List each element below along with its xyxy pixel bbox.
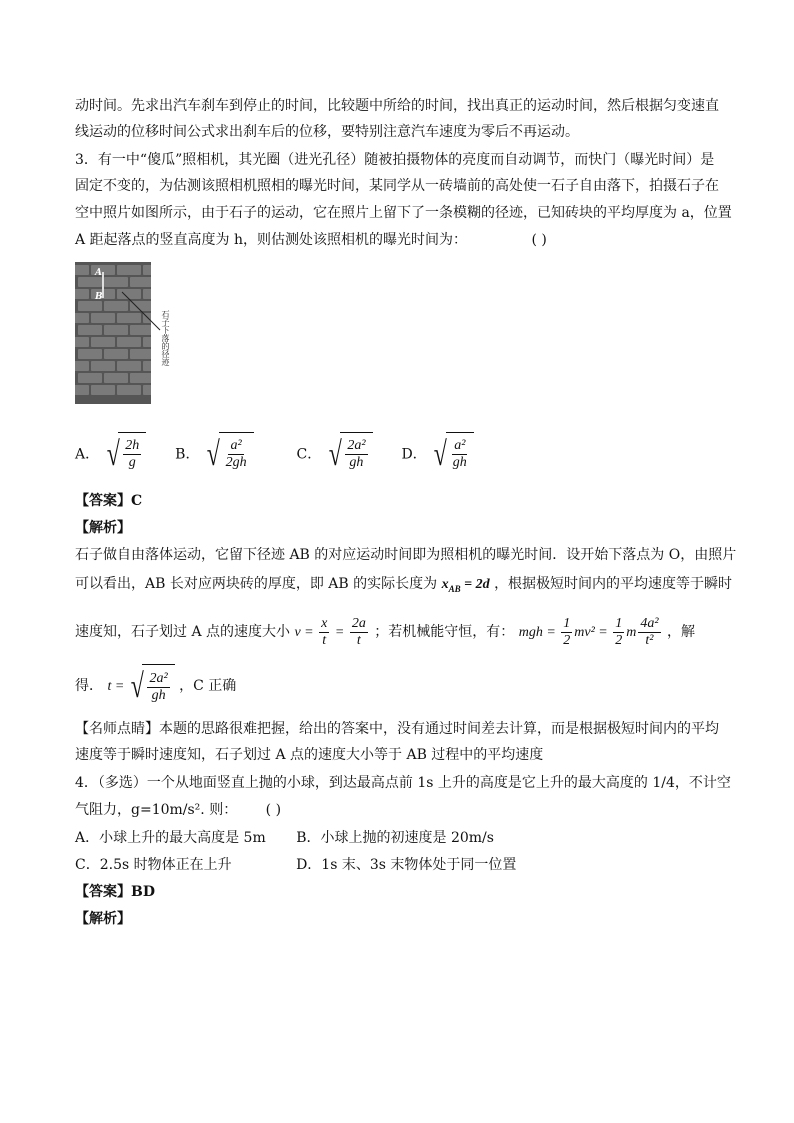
option-c-formula: √ $\frac{\text{2a²}}{gh}$: [326, 432, 373, 477]
intro-line-2: 线运动的位移时间公式求出刹车后的位移，要特别注意汽车速度为零后不再运动。: [75, 124, 579, 140]
q3-tip-1: 【名师点睛】本题的思路很难把握，给出的答案中，没有通过时间差去计算，而是根据极短时间内的平均: [75, 721, 719, 737]
q4-option-b: B．小球上抛的初速度是 20m/s: [296, 830, 494, 846]
analysis-3c: ，解: [667, 624, 696, 640]
formula-energy: mgh = $\frac{1}{2}$ mv² = $\frac{1}{2}$ m $\frac{\text{4a²}}{\text{t²}}$: [518, 616, 659, 649]
trail-annotation: 石子下落的径迹: [161, 310, 170, 366]
q3-analysis-2: [75, 574, 732, 599]
formula-result: t = √ $\frac{\text{2a²}}{gh}$: [107, 679, 174, 694]
q3-answer: 【答案】C: [75, 493, 143, 509]
q4-bracket: ( ): [265, 802, 282, 818]
q3-line-3: 空中照片如图所示，由于石子的运动，它在照片上留下了一条模糊的径迹，已知砖块的平均厚度为 a，位置: [75, 205, 732, 221]
q4-option-c: C．2.5s 时物体正在上升: [75, 857, 232, 873]
q3-analysis-4: [75, 664, 236, 708]
q4-option-a: A．小球上升的最大高度是 5m: [75, 830, 266, 846]
analysis-2a: 可以看出，AB 长对应两块砖的厚度，即 AB 的实际长度为: [75, 576, 438, 592]
q3-line-4: [75, 230, 547, 250]
q4-options-ab: [75, 828, 494, 848]
intro-line-1: 动时间。先求出汽车刹车到停止的时间，比较题中所给的时间，找出真正的运动时间，然后根据匀变速直: [75, 98, 719, 114]
label-a: A: [95, 268, 102, 278]
q3-bracket: ( ): [531, 232, 547, 248]
q4-line-2a: 气阻力，g=10m/s². 则：: [75, 802, 238, 818]
analysis-4a: 得．: [75, 678, 103, 694]
q3-analysis-label: 【解析】: [75, 520, 131, 536]
option-c-label: C．: [296, 446, 322, 463]
q3-stem-end: A 距起落点的竖直高度为 h，则估测处该照相机的曝光时间为：: [75, 232, 468, 248]
q4-answer: 【答案】BD: [75, 884, 155, 900]
q3-line-1: 3．有一中“傻瓜”照相机，其光圈（进光孔径）随被拍摄物体的亮度而自动调节，而快门（曝光时间）是: [75, 152, 715, 168]
option-a-label: A．: [75, 446, 100, 463]
analysis-2b: ，根据极短时间内的平均速度等于瞬时: [494, 576, 733, 592]
q3-line-2: 固定不变的，为估测该照相机照相的曝光时间，某同学从一砖墙前的高处使一石子自由落下，拍摄石子在: [75, 178, 719, 194]
q4-analysis-label: 【解析】: [75, 911, 131, 927]
label-b: B: [95, 292, 103, 302]
option-d-formula: √ $\frac{\text{a²}}{gh}$: [431, 432, 474, 477]
q4-line-1: 4．（多选）一个从地面竖直上抛的小球，到达最高点前 1s 上升的高度是它上升的最大高度的 1/4，不计空: [75, 775, 731, 791]
analysis-3b: ；若机械能守恒，有：: [374, 624, 515, 640]
formula-velocity: v = $\frac{x}{t}$ = $\frac{2a}{t}$: [294, 616, 366, 649]
analysis-4b: ，C 正确: [179, 678, 237, 694]
q3-analysis-1: 石子做自由落体运动，它留下径迹 AB 的对应运动时间即为照相机的曝光时间．设开始下落点为 O，由照片: [75, 547, 737, 563]
option-b-label: B．: [175, 446, 200, 463]
q4-options-cd: [75, 855, 516, 875]
formula-xab: $x_{AB} = 2d$: [441, 577, 490, 594]
option-d-label: D．: [401, 446, 427, 463]
q4-option-d: D．1s 末、3s 末物体处于同一位置: [296, 857, 517, 873]
analysis-3a: 速度知，石子划过 A 点的速度大小: [75, 624, 291, 640]
q4-line-2: [75, 800, 281, 820]
option-b-formula: √ $\frac{\text{a²}}{2gh}$: [204, 432, 254, 477]
option-a-formula: √ $\frac{2h}{g}$: [104, 432, 147, 477]
q3-tip-2: 速度等于瞬时速度知，石子划过 A 点的速度大小等于 AB 过程中的平均速度: [75, 747, 544, 763]
q3-analysis-3: [75, 614, 695, 650]
q3-options: [75, 432, 474, 476]
